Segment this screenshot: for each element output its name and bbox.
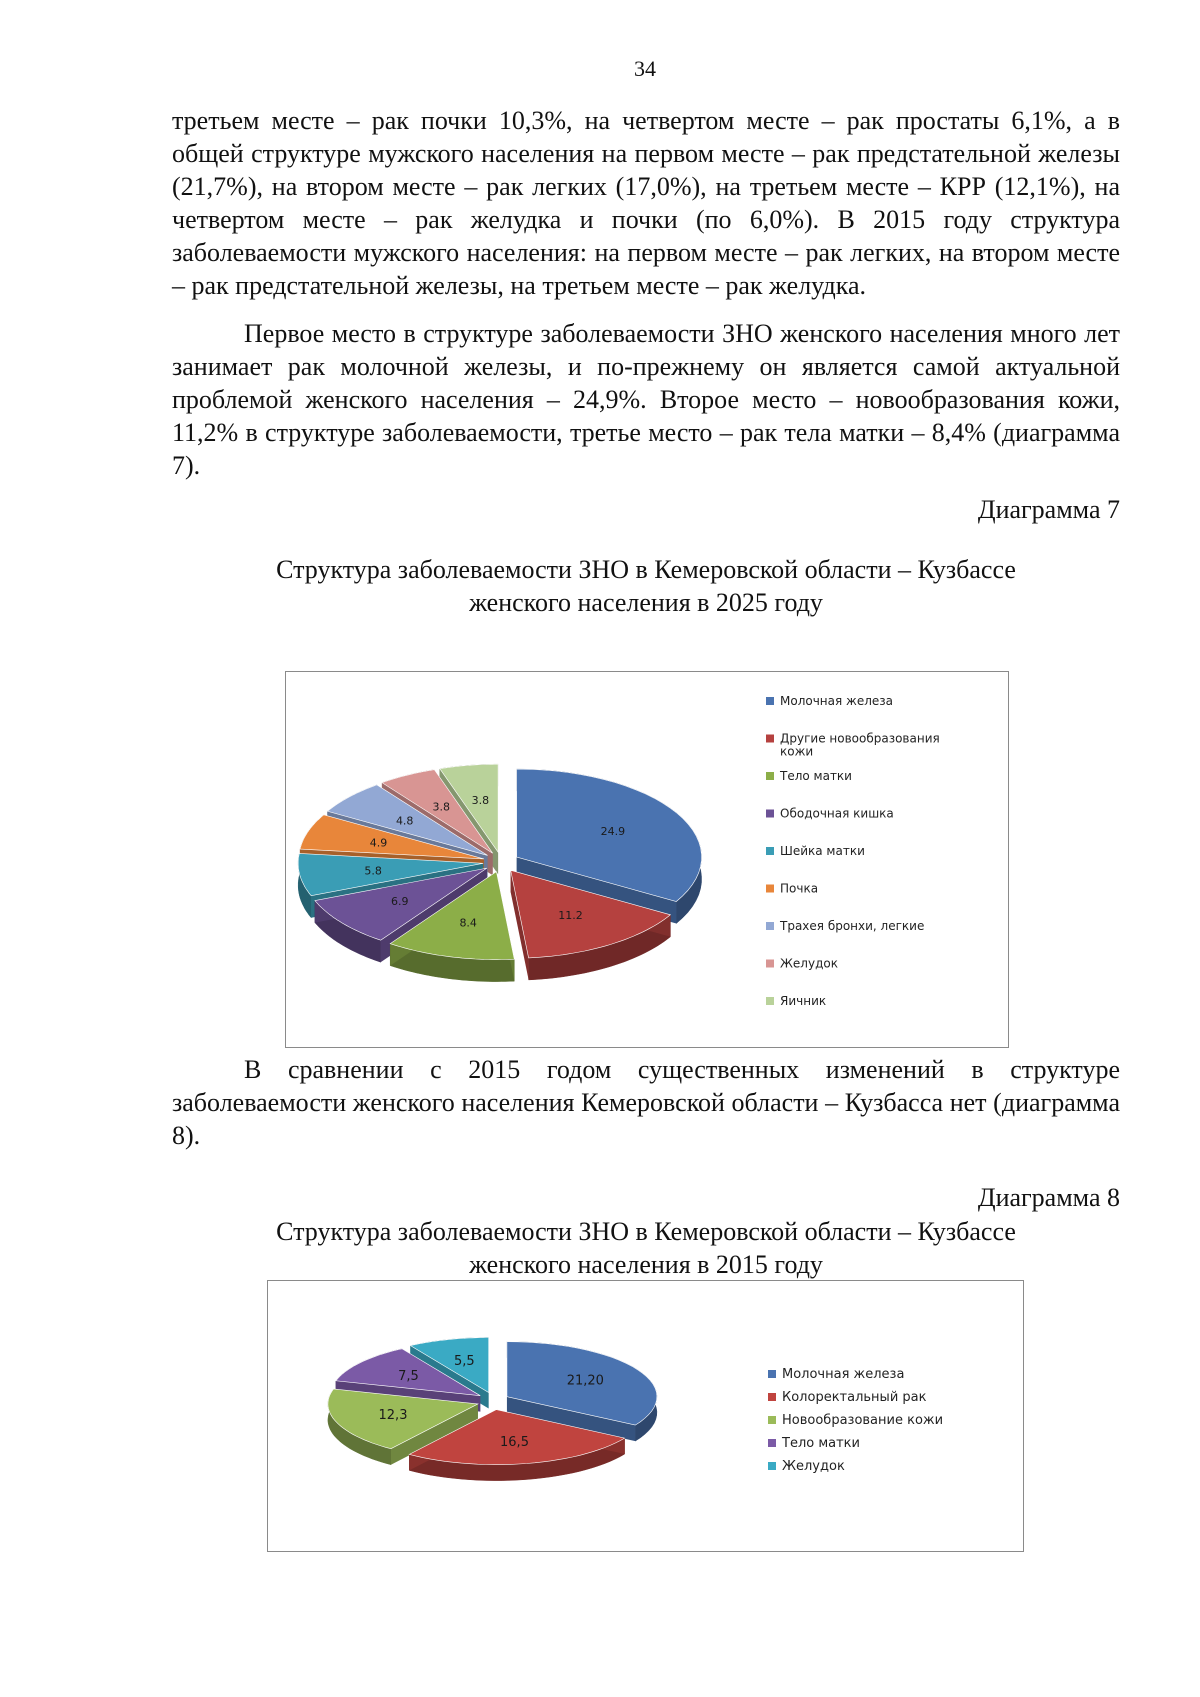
chart8-legend-swatch-2: [768, 1416, 776, 1424]
chart7-legend-swatch-3: [766, 810, 774, 818]
chart7-legend-label-0: Молочная железа: [780, 694, 894, 708]
diagram-7-title-line2: женского населения в 2025 году: [469, 588, 823, 617]
pie-chart-2025: [286, 672, 1008, 1047]
chart7-legend-label-1: Другие новообразования кожи: [780, 731, 940, 759]
chart8-legend-label-0: Молочная железа: [782, 1367, 905, 1382]
paragraph-3: В сравнении с 2015 годом существенных изменений в структуре заболеваемости женского населения Кемеровской области – Кузбасса нет (диаграмма 8).: [172, 1055, 1120, 1150]
diagram-8-title-line2: женского населения в 2015 году: [469, 1250, 823, 1279]
chart7-legend-label-8: Яичник: [780, 994, 827, 1008]
chart8-legend-swatch-3: [768, 1439, 776, 1447]
chart7-data-label-0: 24.9: [600, 824, 626, 838]
diagram-7-label: Диаграмма 7: [977, 495, 1120, 524]
paragraph-1: третьем месте – рак почки 10,3%, на четвертом месте – рак простаты 6,1%, а в общей структуре мужского населения на первом месте – рак предстательной железы (21,7%), на втором месте – рак легких (17,0%), на третьем месте – КРР (12,1%), на четвертом месте – рак желудка и почки (по 6,0%). В 2015 году структура заболеваемости мужского населения: на первом месте – рак легких, на втором месте – рак предстательной железы, на третьем месте – рак желудка.: [172, 106, 1120, 300]
chart7-legend-item-2: [766, 769, 852, 783]
chart7-legend-label-5: Почка: [780, 881, 819, 896]
chart8-data-label-4: 5,5: [453, 1353, 475, 1369]
chart7-legend-label-2: Тело матки: [780, 769, 852, 783]
diagram-7-title-line1: Структура заболеваемости ЗНО в Кемеровской области – Кузбассе: [276, 555, 1016, 584]
chart7-data-label-3: 6.9: [391, 894, 409, 908]
chart7-legend-item-8: [766, 994, 826, 1008]
chart7-data-label-4: 5.8: [364, 864, 382, 878]
chart7-legend-item-6: [766, 919, 924, 933]
chart7-legend-item-0: [766, 694, 893, 708]
diagram-7-title: [172, 553, 1120, 619]
chart8-legend-item-2: [768, 1413, 943, 1428]
chart7-legend-swatch-7: [766, 960, 774, 968]
diagram-8-title: [172, 1215, 1120, 1281]
chart7-legend-label-7: Желудок: [780, 956, 838, 971]
chart8-legend-label-4: Желудок: [782, 1459, 845, 1474]
chart8-legend-swatch-4: [768, 1462, 776, 1470]
chart8-legend-item-0: [768, 1367, 904, 1382]
chart7-legend-label-4: Шейка матки: [780, 844, 865, 858]
chart8-legend-swatch-1: [768, 1393, 776, 1401]
chart-diagram-8: [267, 1280, 1024, 1552]
chart8-legend-swatch-0: [768, 1370, 776, 1378]
chart7-legend-item-4: [766, 844, 865, 858]
chart7-legend-label-6: Трахея бронхи, легкие: [780, 919, 925, 933]
paragraph-2: Первое место в структуре заболеваемости ЗНО женского населения много лет занимает рак молочной железы, и по-прежнему он является самой актуальной проблемой женского населения – 24,9%. Второе место – новообразования кожи, 11,2% в структуре заболеваемости, третье место – рак тела матки – 8,4% (диаграмма 7).: [172, 319, 1120, 480]
chart8-data-label-1: 16,5: [500, 1434, 529, 1450]
pie-chart-2015: [268, 1281, 1023, 1551]
chart7-legend-item-1: [766, 732, 940, 759]
chart7-data-label-7: 3.8: [432, 800, 451, 814]
page-number: 34: [634, 56, 656, 81]
chart8-legend-item-3: [768, 1436, 860, 1451]
chart7-legend-swatch-5: [766, 885, 774, 893]
chart7-legend-swatch-4: [766, 847, 774, 855]
chart7-data-label-8: 3.8: [471, 794, 490, 808]
diagram-8-label: Диаграмма 8: [977, 1183, 1120, 1212]
chart8-legend-label-3: Тело матки: [782, 1436, 860, 1451]
chart7-data-label-2: 8.4: [459, 916, 477, 930]
chart8-legend-item-4: [768, 1459, 845, 1474]
chart8-legend-item-1: [768, 1390, 927, 1405]
chart8-data-label-0: 21,20: [566, 1373, 604, 1389]
chart7-legend-item-7: [766, 957, 838, 971]
diagram-8-title-line1: Структура заболеваемости ЗНО в Кемеровской области – Кузбассе: [276, 1217, 1016, 1246]
chart7-data-label-5: 4.9: [369, 836, 388, 850]
chart7-legend-label-3: Ободочная кишка: [780, 806, 894, 821]
chart-diagram-7: [285, 671, 1009, 1048]
chart8-data-label-2: 12,3: [378, 1407, 408, 1423]
chart7-legend-item-5: [766, 882, 818, 896]
chart8-legend-label-1: Колоректальный рак: [782, 1390, 927, 1405]
chart7-legend-swatch-0: [766, 697, 774, 705]
chart7-data-label-6: 4.8: [395, 814, 414, 828]
chart7-legend-swatch-8: [766, 997, 774, 1005]
chart7-legend-swatch-2: [766, 772, 774, 780]
chart7-legend-item-3: [766, 807, 894, 821]
chart7-legend-swatch-1: [766, 735, 774, 743]
chart8-legend-label-2: Новообразование кожи: [782, 1413, 944, 1428]
chart7-data-label-1: 11.2: [558, 908, 583, 922]
chart7-legend-swatch-6: [766, 922, 774, 930]
chart8-data-label-3: 7,5: [398, 1368, 419, 1384]
